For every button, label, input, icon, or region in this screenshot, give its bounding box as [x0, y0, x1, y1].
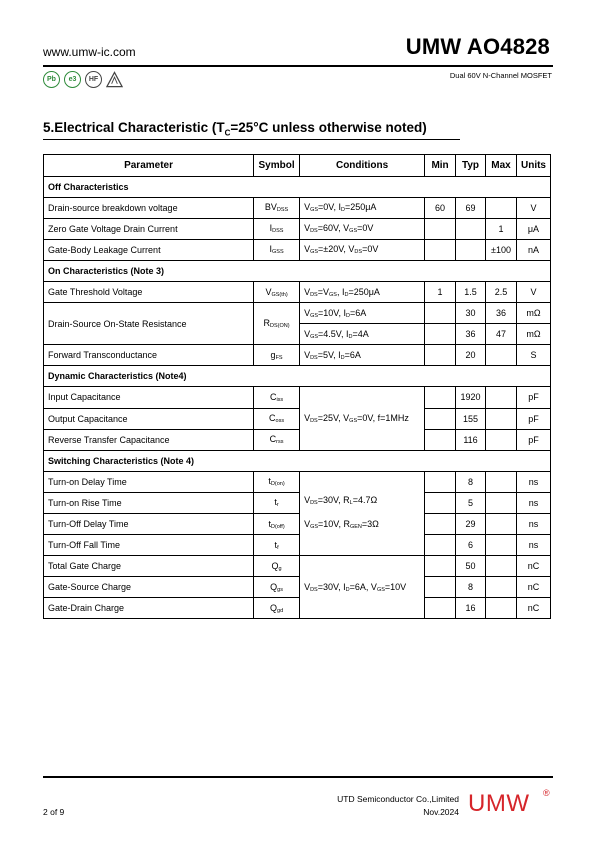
param: Gate Threshold Voltage	[44, 281, 254, 302]
typ: 20	[456, 345, 486, 366]
table-row	[44, 281, 551, 302]
group-dynamic: Dynamic Characteristics (Note4)	[44, 366, 551, 387]
param: Drain-source breakdown voltage	[44, 197, 254, 218]
unit: pF	[516, 429, 550, 450]
symbol: $C_{oss}$	[254, 408, 300, 429]
unit: nA	[516, 239, 550, 260]
typ: 8	[456, 471, 486, 492]
typ: 36	[456, 324, 486, 345]
table-row	[44, 535, 551, 556]
table-row	[44, 408, 551, 429]
param: Reverse Transfer Capacitance	[44, 429, 254, 450]
max	[486, 598, 517, 619]
group-row	[44, 176, 551, 197]
param: Turn-on Delay Time	[44, 471, 254, 492]
table-row	[44, 387, 551, 408]
max	[486, 408, 517, 429]
min	[425, 514, 456, 535]
symbol: $V_{GS(th)}$	[254, 281, 300, 302]
param: Drain-Source On-State Resistance	[44, 303, 254, 345]
unit: nC	[516, 598, 550, 619]
min	[425, 303, 456, 324]
unit: ns	[516, 471, 550, 492]
param: Turn-Off Delay Time	[44, 514, 254, 535]
table-row	[44, 514, 551, 535]
header-conditions: Conditions	[300, 155, 425, 177]
unit: V	[516, 281, 550, 302]
table-row	[44, 556, 551, 577]
max: ±100	[486, 239, 517, 260]
pb-free-icon: Pb	[43, 71, 60, 88]
typ: 16	[456, 598, 486, 619]
section-title: 5.Electrical Characteristic ($T_C=25^\circ C$ unless otherwise noted)	[43, 120, 427, 138]
typ: 29	[456, 514, 486, 535]
condition: $V_{GS}=0V$, $I_D=250\mu A$	[300, 197, 425, 218]
min	[425, 324, 456, 345]
table-row	[44, 303, 551, 324]
unit: mΩ	[516, 324, 550, 345]
min	[425, 218, 456, 239]
umw-logo: UMW	[468, 790, 530, 817]
table-row	[44, 197, 551, 218]
param: Gate-Source Charge	[44, 577, 254, 598]
param: Zero Gate Voltage Drain Current	[44, 218, 254, 239]
max	[486, 492, 517, 513]
max	[486, 556, 517, 577]
symbol: $I_{DSS}$	[254, 218, 300, 239]
min	[425, 535, 456, 556]
symbol: $BV_{DSS}$	[254, 197, 300, 218]
max	[486, 429, 517, 450]
symbol: $C_{rss}$	[254, 429, 300, 450]
max: 36	[486, 303, 517, 324]
condition: $V_{GS}=4.5V$, $I_D=4A$	[300, 324, 425, 345]
symbol: $t_{D(on)}$	[254, 471, 300, 492]
group-on: On Characteristics (Note 3)	[44, 260, 551, 281]
header-rule	[43, 65, 553, 67]
unit: ns	[516, 492, 550, 513]
symbol: $R_{DS(ON)}$	[254, 303, 300, 345]
unit: pF	[516, 387, 550, 408]
unit: ns	[516, 535, 550, 556]
condition: $V_{DS}=5V$, $I_D=6A$	[300, 345, 425, 366]
group-switching: Switching Characteristics (Note 4)	[44, 450, 551, 471]
table-row	[44, 471, 551, 492]
max	[486, 514, 517, 535]
param: Turn-Off Fall Time	[44, 535, 254, 556]
header-typ: Typ	[456, 155, 486, 177]
header-min: Min	[425, 155, 456, 177]
param: Total Gate Charge	[44, 556, 254, 577]
param: Gate-Body Leakage Current	[44, 239, 254, 260]
typ: 50	[456, 556, 486, 577]
min	[425, 408, 456, 429]
symbol: $I_{GSS}$	[254, 239, 300, 260]
halogen-free-icon: HF	[85, 71, 102, 88]
part-title: UMW AO4828	[405, 34, 550, 59]
min	[425, 577, 456, 598]
param: Output Capacitance	[44, 408, 254, 429]
max	[486, 345, 517, 366]
min: 1	[425, 281, 456, 302]
symbol: $t_f$	[254, 535, 300, 556]
condition: $V_{DS}=30V$, $I_D=6A$, $V_{GS}=10V$	[300, 556, 425, 619]
symbol: $t_r$	[254, 492, 300, 513]
max: 47	[486, 324, 517, 345]
min	[425, 598, 456, 619]
unit: nC	[516, 556, 550, 577]
typ: 116	[456, 429, 486, 450]
unit: nC	[516, 577, 550, 598]
param: Input Capacitance	[44, 387, 254, 408]
section-rule	[43, 139, 460, 140]
electrical-characteristics-table	[43, 154, 551, 619]
typ: 1.5	[456, 281, 486, 302]
condition: $V_{DS}=60V$, $V_{GS}=0V$	[300, 218, 425, 239]
min	[425, 492, 456, 513]
table-row	[44, 598, 551, 619]
typ: 6	[456, 535, 486, 556]
table-row	[44, 577, 551, 598]
condition: $V_{DS}=30V$, $R_L=4.7\Omega$ $V_{GS}=10V$, $R_{GEN}=3\Omega$	[300, 471, 425, 555]
group-row	[44, 450, 551, 471]
condition: $V_{DS}=25V$, $V_{GS}=0V$, f=1MHz	[300, 387, 425, 450]
unit: pF	[516, 408, 550, 429]
table-row	[44, 345, 551, 366]
site-url: www.umw-ic.com	[43, 45, 136, 59]
part-subtitle: Dual 60V N-Channel MOSFET	[449, 71, 552, 80]
symbol: $Q_g$	[254, 556, 300, 577]
max: 1	[486, 218, 517, 239]
group-row	[44, 366, 551, 387]
param: Gate-Drain Charge	[44, 598, 254, 619]
table-header-row	[44, 155, 551, 177]
publication-date: Nov.2024	[423, 807, 459, 817]
max	[486, 535, 517, 556]
min	[425, 387, 456, 408]
max: 2.5	[486, 281, 517, 302]
header-symbol: Symbol	[254, 155, 300, 177]
table-row	[44, 429, 551, 450]
symbol: $Q_{gs}$	[254, 577, 300, 598]
compliance-badges	[43, 71, 123, 88]
symbol: $C_{iss}$	[254, 387, 300, 408]
symbol: $Q_{gd}$	[254, 598, 300, 619]
typ: 30	[456, 303, 486, 324]
min	[425, 239, 456, 260]
typ: 5	[456, 492, 486, 513]
unit: S	[516, 345, 550, 366]
table-row	[44, 492, 551, 513]
footer-rule	[43, 776, 553, 778]
group-row	[44, 260, 551, 281]
condition: $V_{DS}=V_{GS}$, $I_D=250\mu A$	[300, 281, 425, 302]
condition: $V_{GS}=10V$, $I_D=6A$	[300, 303, 425, 324]
min: 60	[425, 197, 456, 218]
typ	[456, 218, 486, 239]
unit: V	[516, 197, 550, 218]
unit: μA	[516, 218, 550, 239]
symbol: $t_{D(off)}$	[254, 514, 300, 535]
unit: ns	[516, 514, 550, 535]
typ: 69	[456, 197, 486, 218]
max	[486, 577, 517, 598]
e3-icon: e3	[64, 71, 81, 88]
page-number: 2 of 9	[43, 807, 65, 817]
param: Forward Transconductance	[44, 345, 254, 366]
param: Turn-on Rise Time	[44, 492, 254, 513]
min	[425, 471, 456, 492]
condition: $V_{GS}=\pm 20V$, $V_{DS}=0V$	[300, 239, 425, 260]
company-name: UTD Semiconductor Co.,Limited	[337, 794, 459, 804]
max	[486, 197, 517, 218]
table-row	[44, 218, 551, 239]
max	[486, 471, 517, 492]
typ	[456, 239, 486, 260]
esd-warning-icon	[106, 71, 123, 88]
table-row	[44, 239, 551, 260]
header-max: Max	[486, 155, 517, 177]
symbol: $g_{FS}$	[254, 345, 300, 366]
min	[425, 429, 456, 450]
min	[425, 345, 456, 366]
group-off: Off Characteristics	[44, 176, 551, 197]
max	[486, 387, 517, 408]
typ: 155	[456, 408, 486, 429]
typ: 1920	[456, 387, 486, 408]
header-parameter: Parameter	[44, 155, 254, 177]
header-units: Units	[516, 155, 550, 177]
typ: 8	[456, 577, 486, 598]
unit: mΩ	[516, 303, 550, 324]
registered-mark: ®	[543, 788, 550, 798]
min	[425, 556, 456, 577]
